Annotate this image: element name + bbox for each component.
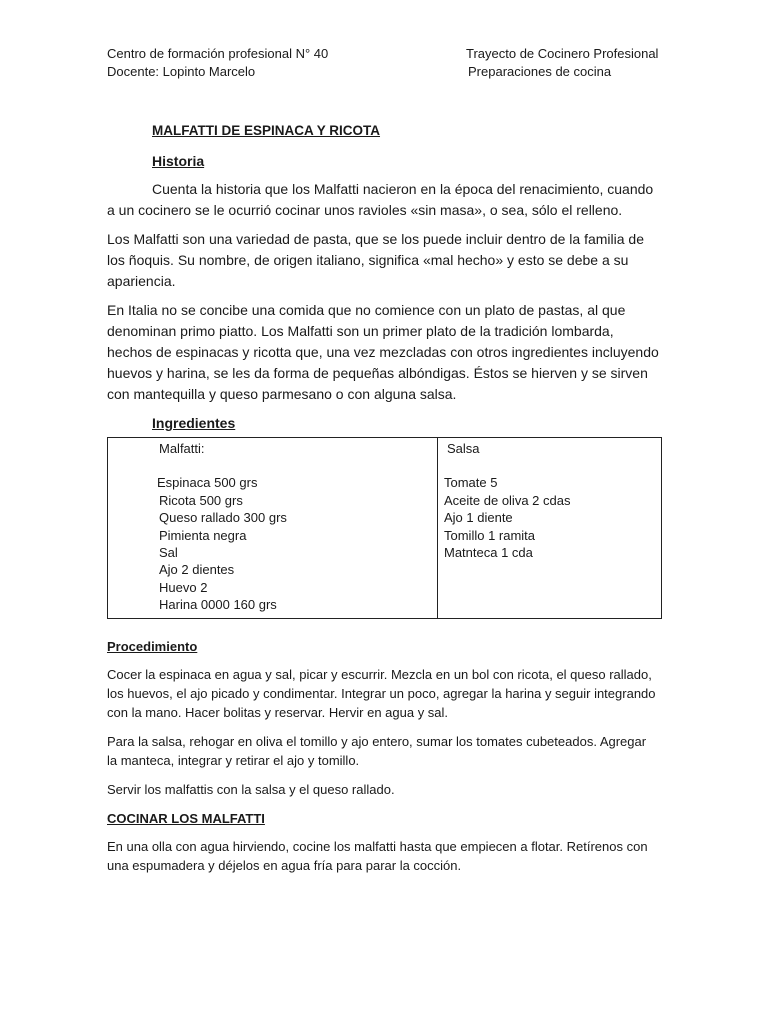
- list-item: Pimienta negra: [159, 527, 247, 543]
- cocinar-paragraph-1: En una olla con agua hirviendo, cocine los malfatti hasta que empiecen a flotar. Retírenos con una espumadera y déjelos en agua fría para parar la cocción.: [107, 838, 648, 873]
- list-item: Aceite de oliva 2 cdas: [444, 492, 571, 508]
- historia-heading: Historia: [152, 153, 205, 169]
- procedimiento-paragraph-3: Servir los malfattis con la salsa y el queso rallado.: [107, 781, 395, 797]
- ingredients-table: [107, 437, 662, 619]
- header-right: [466, 45, 658, 81]
- recipe-title: MALFATTI DE ESPINACA Y RICOTA: [152, 123, 381, 138]
- historia-paragraph-1: Cuenta la historia que los Malfatti nacieron en la época del renacimiento, cuando a un cocinero se le ocurrió cocinar unos ravioles «sin masa», o sea, sólo el relleno.: [107, 181, 654, 218]
- salsa-ingredients-cell: [438, 438, 662, 619]
- list-item: Tomillo 1 ramita: [444, 527, 536, 543]
- procedimiento-paragraph-2: Para la salsa, rehogar en oliva el tomillo y ajo entero, sumar los tomates cubeteados. Agregar la manteca, integrar y retirar el ajo y tomillo.: [107, 733, 647, 768]
- cocinar-heading: COCINAR LOS MALFATTI: [107, 810, 265, 826]
- list-item: Espinaca 500 grs: [157, 475, 258, 491]
- course-subject: Preparaciones de cocina: [468, 64, 612, 79]
- list-item: Ajo 1 diente: [444, 510, 513, 526]
- procedure-section: [107, 637, 659, 875]
- salsa-label: Salsa: [447, 441, 480, 456]
- procedimiento-paragraph-1: Cocer la espinaca en agua y sal, picar y escurrir. Mezcla en un bol con ricota, el queso rallado, los huevos, el ajo picado y condimentar. Integrar un poco, agregar la harina y seguir integrando con la mano. Hacer bolitas y reservar. Hervir en agua y sal.: [107, 666, 656, 720]
- malfatti-label: Malfatti:: [159, 441, 205, 456]
- table-row: [108, 438, 662, 619]
- list-item: Huevo 2: [159, 579, 208, 595]
- list-item: Harina 0000 160 grs: [159, 597, 277, 613]
- document-body: [107, 121, 659, 885]
- teacher-name: Docente: Lopinto Marcelo: [107, 64, 256, 79]
- list-item: Tomate 5: [444, 475, 498, 491]
- historia-paragraph-3: En Italia no se concibe una comida que no comience con un plato de pastas, al que denominan primo piatto. Los Malfatti son un primer plato de la tradición lombarda, hechos de espinacas y ricotta que, una vez mezcladas con otros ingredientes incluyendo huevos y harina, se les da forma de pequeñas albóndigas. Éstos se hierven y se sirven con mantequilla y queso parmesano o con alguna salsa.: [107, 302, 659, 402]
- list-item: Queso rallado 300 grs: [159, 510, 287, 526]
- list-item: Sal: [159, 545, 178, 561]
- procedimiento-heading: Procedimiento: [107, 638, 198, 654]
- list-item: Ricota 500 grs: [159, 492, 243, 508]
- institution-name: Centro de formación profesional N° 40: [107, 46, 329, 61]
- list-item: Ajo 2 dientes: [159, 562, 235, 578]
- header-left: [107, 45, 328, 81]
- ingredientes-heading: Ingredientes: [152, 415, 236, 431]
- list-item: Matnteca 1 cda: [444, 545, 533, 561]
- historia-paragraph-2: Los Malfatti son una variedad de pasta, que se los puede incluir dentro de la familia de los ñoquis. Su nombre, de origen italiano, significa «mal hecho» y esto se debe a su apariencia.: [107, 231, 645, 289]
- course-name: Trayecto de Cocinero Profesional: [466, 46, 659, 61]
- malfatti-ingredients-cell: [108, 438, 438, 619]
